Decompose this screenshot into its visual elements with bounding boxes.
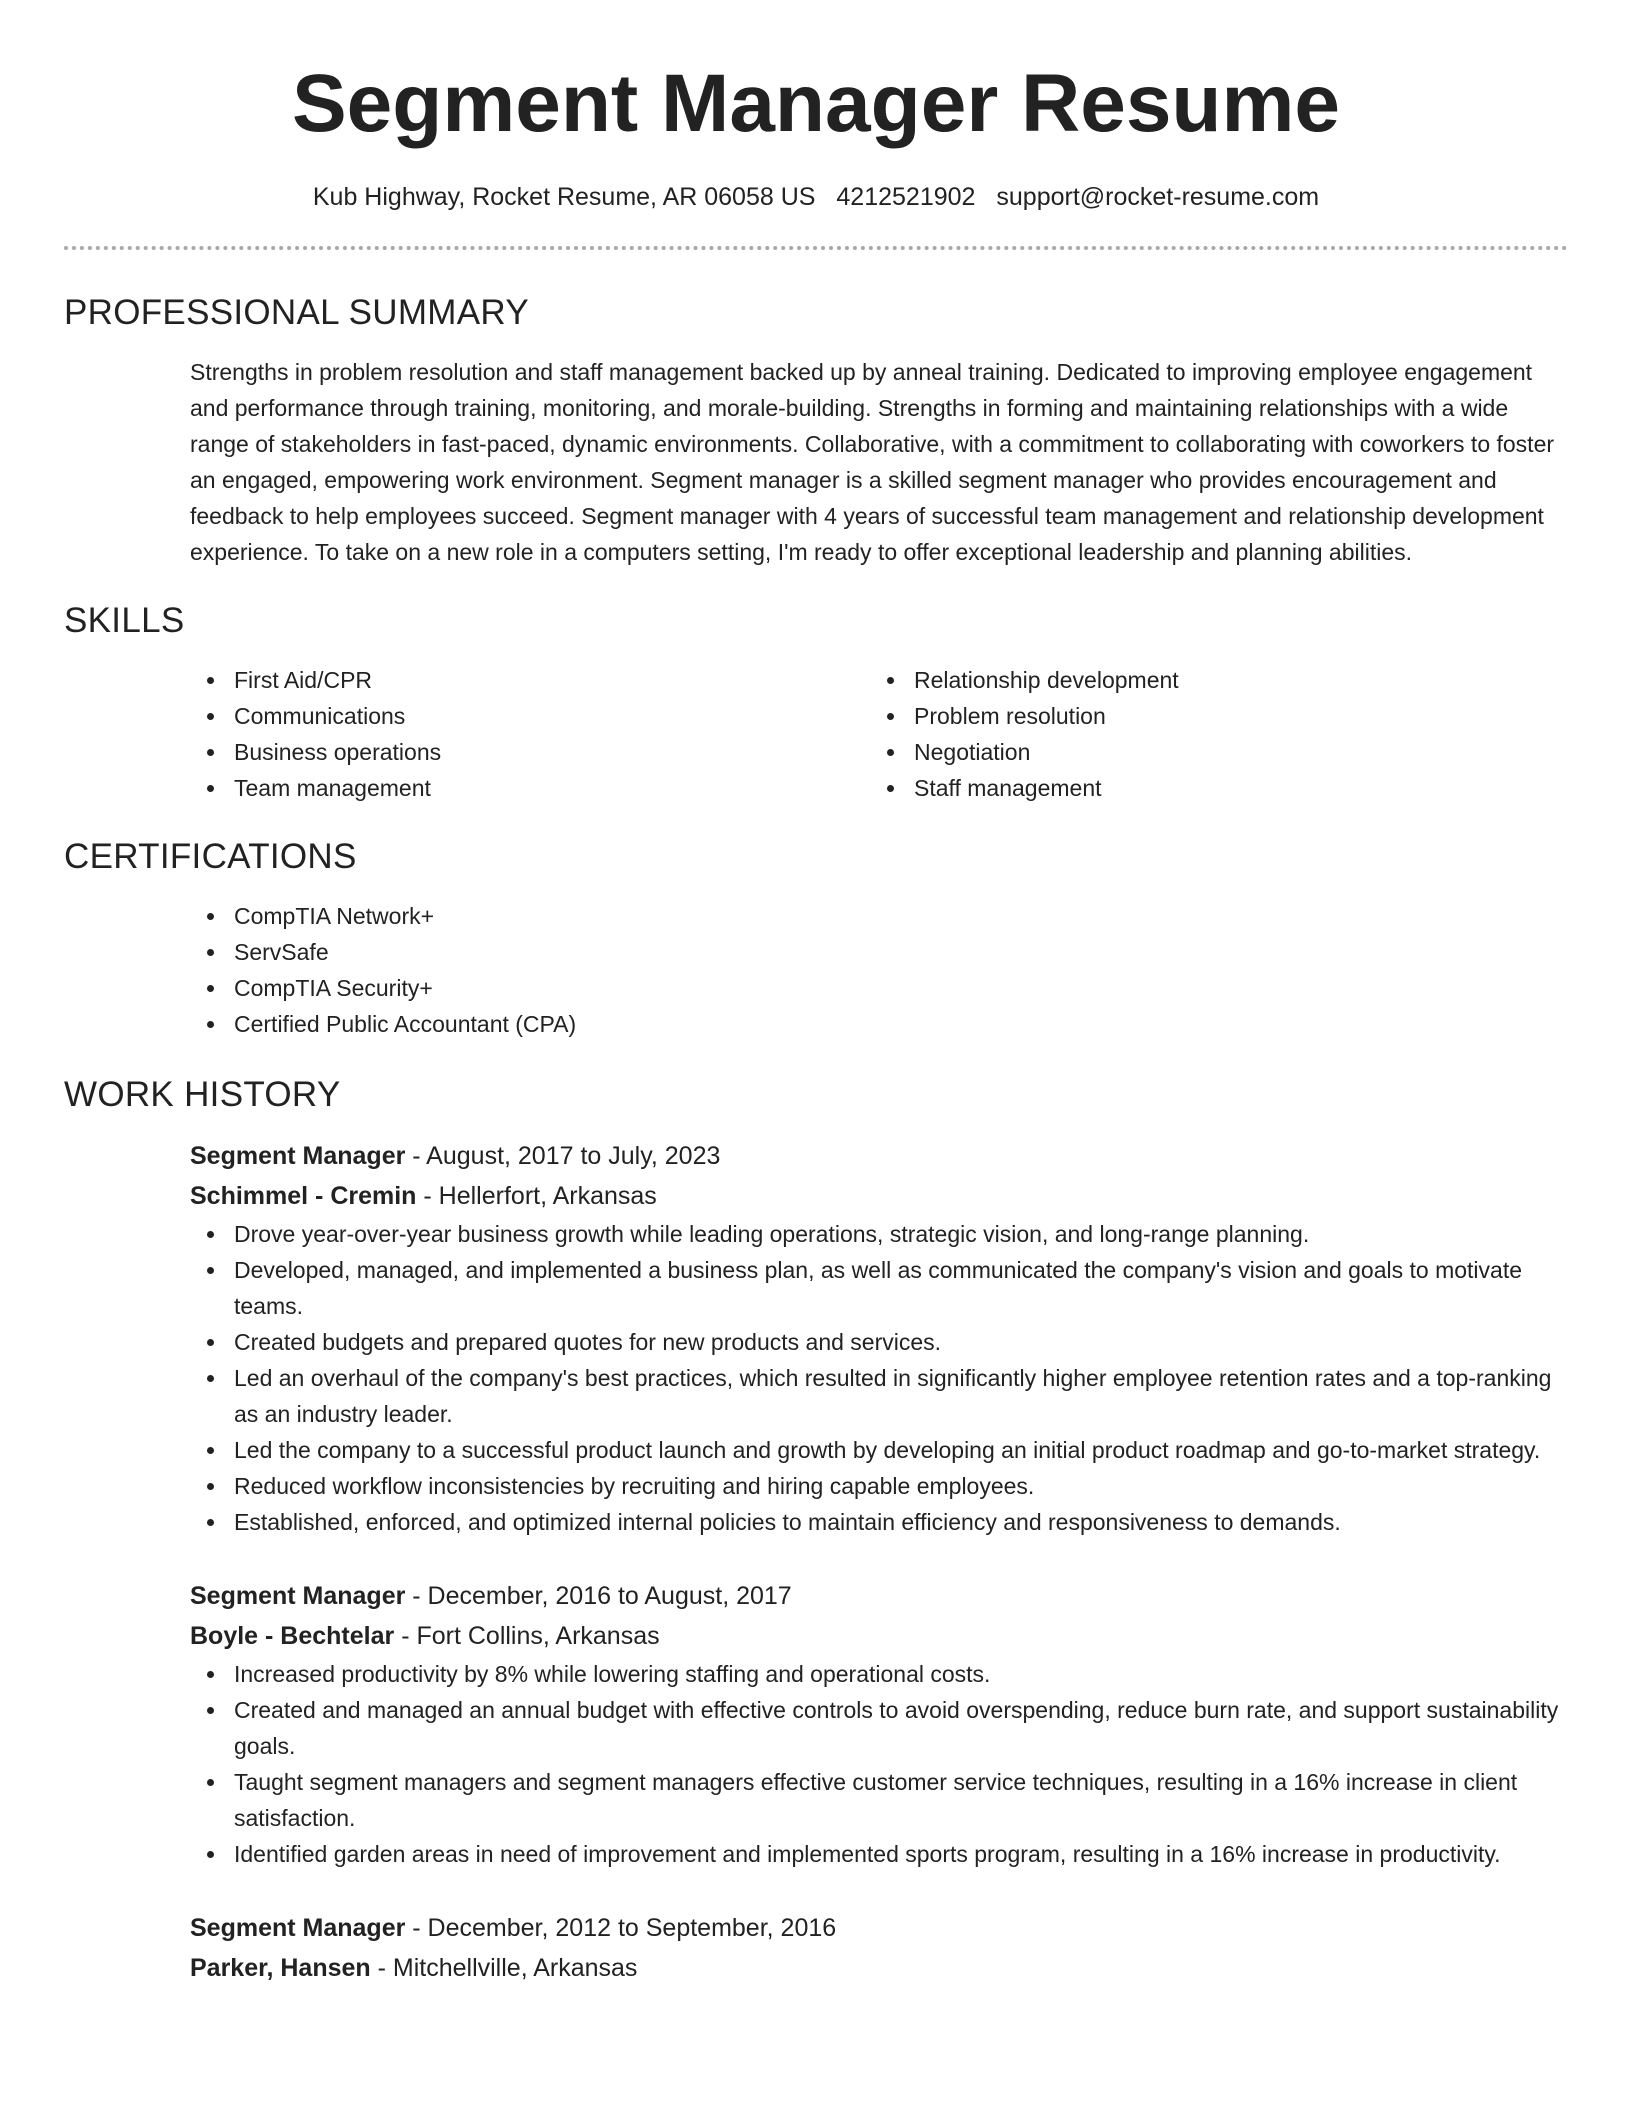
job-company-line [190,1176,1568,1216]
skill-item: First Aid/CPR [190,662,870,698]
job-title-line [190,1908,1568,1948]
certification-item: ServSafe [190,934,1568,970]
job-title-line [190,1136,1568,1176]
skill-item: Business operations [190,734,870,770]
certification-item: CompTIA Network+ [190,898,1568,934]
certifications-bullets [190,898,1568,1042]
skill-item: Team management [190,770,870,806]
certification-item: Certified Public Accountant (CPA) [190,1006,1568,1042]
job-company-line [190,1616,1568,1656]
contact-email: support@rocket-resume.com [996,183,1320,211]
certification-item: CompTIA Security+ [190,970,1568,1006]
summary-heading: PROFESSIONAL SUMMARY [64,293,529,332]
skills-list [190,662,1568,806]
header-divider [64,246,1568,250]
job-bullet: Created and managed an annual budget with effective controls to avoid overspending, reduce burn rate, and support sustainability goals. [190,1692,1568,1764]
job-entry [190,1908,1568,1988]
job-bullets [190,1656,1568,1872]
certifications-heading: CERTIFICATIONS [64,837,357,876]
contact-address: Kub Highway, Rocket Resume, AR 06058 US [312,183,816,211]
job-bullet: Increased productivity by 8% while lowering staffing and operational costs. [190,1656,1568,1692]
job-title-line [190,1576,1568,1616]
contact-line [64,182,1568,212]
skill-item: Problem resolution [870,698,1550,734]
job-bullet: Led the company to a successful product launch and growth by developing an initial product roadmap and go-to-market strategy. [190,1432,1568,1468]
job-bullet: Developed, managed, and implemented a business plan, as well as communicated the company's vision and goals to motivate teams. [190,1252,1568,1324]
job-bullet: Drove year-over-year business growth while leading operations, strategic vision, and long-range planning. [190,1216,1568,1252]
job-bullet: Taught segment managers and segment managers effective customer service techniques, resulting in a 16% increase in client satisfaction. [190,1764,1568,1836]
job-bullet: Created budgets and prepared quotes for new products and services. [190,1324,1568,1360]
job-company: Schimmel - Cremin [190,1182,417,1210]
job-dates: - December, 2016 to August, 2017 [405,1582,792,1610]
job-dates: - August, 2017 to July, 2023 [405,1142,721,1170]
skill-item: Negotiation [870,734,1550,770]
work-history-heading: WORK HISTORY [64,1075,341,1114]
job-location: - Hellerfort, Arkansas [416,1182,657,1210]
summary-text: Strengths in problem resolution and staff management backed up by anneal training. Dedicated to improving employee engagement and performance through training, monitoring, and morale-building. Strengths in forming and maintaining relationships with a wide range of stakeholders in fast-paced, dynamic environments. Collaborative, with a commitment to collaborating with coworkers to foster an engaged, empowering work environment. Segment manager is a skilled segment manager who provides encouragement and feedback to help employees succeed. Segment manager with 4 years of successful team management and relationship development experience. To take on a new role in a computers setting, I'm ready to offer exceptional leadership and planning abilities. [190,359,1555,565]
job-location: - Mitchellville, Arkansas [370,1954,638,1982]
job-dates: - December, 2012 to September, 2016 [405,1914,837,1942]
job-title: Segment Manager [190,1142,406,1170]
resume-page [64,0,1568,1988]
job-title: Segment Manager [190,1914,406,1942]
job-company: Boyle - Bechtelar [190,1622,395,1650]
certifications-list [190,898,1568,1042]
skills-column-left [190,662,870,806]
job-entry [190,1136,1568,1540]
job-bullet: Led an overhaul of the company's best practices, which resulted in significantly higher employee retention rates and a top-ranking as an industry leader. [190,1360,1568,1432]
skill-item: Relationship development [870,662,1550,698]
job-bullet: Established, enforced, and optimized internal policies to maintain efficiency and responsiveness to demands. [190,1504,1568,1540]
skills-column-right [870,662,1550,806]
skill-item: Staff management [870,770,1550,806]
job-title: Segment Manager [190,1582,406,1610]
job-bullet: Reduced workflow inconsistencies by recruiting and hiring capable employees. [190,1468,1568,1504]
resume-title: Segment Manager Resume [291,58,1341,149]
job-location: - Fort Collins, Arkansas [394,1622,660,1650]
job-entry [190,1576,1568,1872]
skill-item: Communications [190,698,870,734]
job-company: Parker, Hansen [190,1954,371,1982]
job-bullets [190,1216,1568,1540]
job-bullet: Identified garden areas in need of improvement and implemented sports program, resulting in a 16% increase in productivity. [190,1836,1568,1872]
skills-heading: SKILLS [64,601,185,640]
contact-phone: 4212521902 [836,183,976,211]
job-company-line [190,1948,1568,1988]
